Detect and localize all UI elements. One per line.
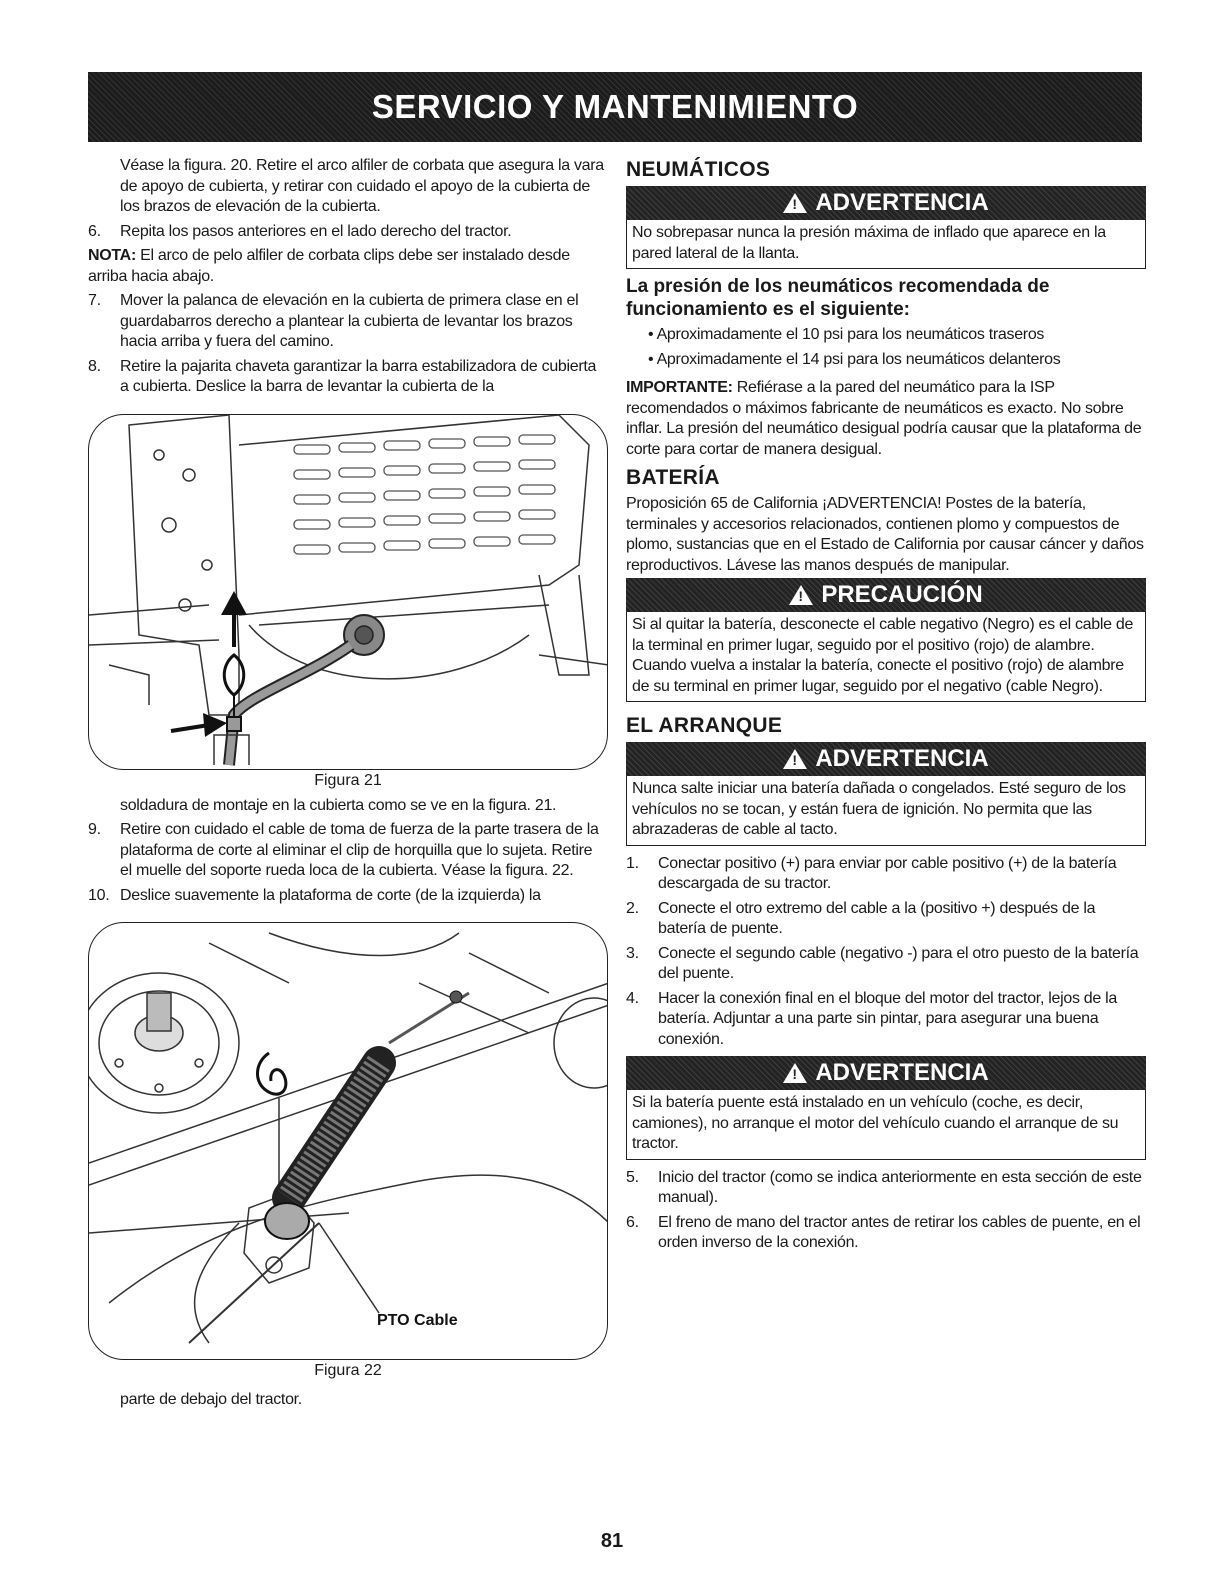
warning-text: No sobrepasar nunca la presión máxima de inflado que aparece en la pared lateral de la llanta. bbox=[626, 220, 1146, 269]
important-paragraph bbox=[626, 378, 1146, 460]
list-item-6: 6. Repita los pasos anteriores en el lado derecho del tractor. bbox=[88, 222, 512, 240]
note-label: NOTA: bbox=[88, 247, 136, 264]
warning-header: ! ADVERTENCIA bbox=[626, 742, 1146, 776]
warning-box-jumpstart bbox=[626, 742, 1146, 846]
section-title-arranque: EL ARRANQUE bbox=[626, 714, 783, 737]
warning-box-tires bbox=[626, 186, 1146, 269]
list-item: 5. Inicio del tractor (como se indica anteriormente en esta sección de este manual). bbox=[626, 1168, 1142, 1206]
section-title-bateria: BATERÍA bbox=[626, 466, 720, 489]
bullet-rear: • Aproximadamente el 10 psi para los neumáticos traseros bbox=[648, 326, 1045, 343]
battery-paragraph: Proposición 65 de California ¡ADVERTENCIA! Postes de la batería, terminales y accesorios relacionados, contienen plomo y compuestos de plomo, sustancias que en el Estado de California por causar cáncer y daños reproductivos. Lávese las manos después de manipular. bbox=[626, 495, 1144, 574]
right-column bbox=[626, 156, 1146, 1254]
bullet-front: • Aproximadamente el 14 psi para los neumáticos delanteros bbox=[648, 350, 1061, 368]
list-item: 1. Conectar positivo (+) para enviar por cable positivo (+) de la batería descargada de su tractor. bbox=[626, 854, 1117, 892]
list-item-9: 9. Retire con cuidado el cable de toma de fuerza de la parte trasera de la plataforma de corte al eliminar el clip de horquilla que lo sujeta. Retire el muelle del soporte rueda loca de la cubierta. Véase la figura. 22. bbox=[88, 821, 599, 879]
list-item-10: 10. Deslice suavemente la plataforma de corte (de la izquierda) la bbox=[88, 886, 541, 904]
section-title-neumaticos: NEUMÁTICOS bbox=[626, 158, 771, 181]
paragraph-end: parte de debajo del tractor. bbox=[120, 1391, 302, 1408]
list-item: 2. Conecte el otro extremo del cable a la (positivo +) después de la batería de puente. bbox=[626, 899, 1096, 937]
figure-21-caption: Figura 21 bbox=[314, 771, 382, 789]
deck-stabilizer-drawing bbox=[89, 415, 608, 770]
caution-header: ! PRECAUCIÓN bbox=[626, 578, 1146, 612]
page-number: 81 bbox=[600, 1530, 624, 1552]
section-banner bbox=[88, 72, 1142, 142]
warning-header: ! ADVERTENCIA bbox=[626, 1056, 1146, 1090]
pressure-subtitle: La presión de los neumáticos recomendada de funcionamiento es el siguiente: bbox=[626, 276, 1050, 320]
jumpstart-steps bbox=[626, 854, 1146, 1051]
note-text: El arco de pelo alfiler de corbata clips debe ser instalado desde arriba hacia abajo. bbox=[88, 247, 570, 285]
warning-triangle-icon bbox=[789, 585, 813, 605]
paragraph-intro: Véase la figura. 20. Retire el arco alfiler de corbata que asegura la vara de apoyo de cubierta, y retirar con cuidado el apoyo de la cubierta de los brazos de elevación de la cubierta. bbox=[120, 157, 604, 215]
figure-21-illustration bbox=[88, 414, 608, 770]
list-item-8: 8. Retire la pajarita chaveta garantizar la barra estabilizadora de cubierta a cubierta. Deslice la barra de levantar la cubierta de la bbox=[88, 357, 597, 395]
figure-22-caption: Figura 22 bbox=[314, 1362, 382, 1379]
warning-triangle-icon bbox=[783, 193, 807, 213]
pto-cable-label: PTO Cable bbox=[377, 1312, 458, 1329]
warning-text: Nunca salte iniciar una batería dañada o congelados. Esté seguro de los vehículos no se tocan, y están fuera de ignición. No permita que las abrazaderas de cable al tacto. bbox=[626, 776, 1146, 846]
important-label: IMPORTANTE: bbox=[626, 379, 733, 396]
list-item-7: 7. Mover la palanca de elevación en la cubierta de primera clase en el guardabarros derecho a plantear la cubierta de levantar los brazos hacia arriba y fuera del camino. bbox=[88, 292, 579, 350]
warning-triangle-icon bbox=[783, 1063, 807, 1083]
important-text: Refiérase a la pared del neumático para la ISP recomendados o máximos fabricante de neumáticos es exacto. No sobre inflar. La presión del neumático desigual podría causar que la plataforma de corte para cortar de manera desigual. bbox=[626, 379, 1142, 458]
warning-text: Si la batería puente está instalado en un vehículo (coche, es decir, camiones), no arranque el motor del vehículo cuando el arranque de su tractor. bbox=[626, 1090, 1146, 1160]
caution-box-battery bbox=[626, 578, 1146, 702]
note-paragraph bbox=[88, 246, 608, 287]
pto-cable-drawing bbox=[89, 923, 608, 1360]
list-item: 3. Conecte el segundo cable (negativo -) para el otro puesto de la batería del puente. bbox=[626, 944, 1139, 982]
warning-box-vehicle bbox=[626, 1056, 1146, 1160]
left-column bbox=[88, 156, 608, 1411]
warning-header: ! ADVERTENCIA bbox=[626, 186, 1146, 220]
warning-triangle-icon bbox=[783, 749, 807, 769]
page-title: SERVICIO Y MANTENIMIENTO bbox=[371, 88, 859, 125]
list-item: 4. Hacer la conexión final en el bloque del motor del tractor, lejos de la batería. Adjuntar a una parte sin pintar, para asegurar una buena conexión. bbox=[626, 989, 1117, 1048]
caution-text: Si al quitar la batería, desconecte el cable negativo (Negro) es el cable de la terminal en primer lugar, seguido por el positivo (rojo) de alambre. Cuando vuelva a instalar la batería, conecte el positivo (rojo) de alambre de su terminal en primer lugar, seguido por el negativo (cable Negro). bbox=[626, 612, 1146, 702]
paragraph-continued: soldadura de montaje en la cubierta como se ve en la figura. 21. bbox=[120, 796, 557, 814]
figure-22-illustration bbox=[88, 922, 608, 1360]
list-item: 6. El freno de mano del tractor antes de retirar los cables de puente, en el orden inverso de la conexión. bbox=[626, 1213, 1141, 1251]
start-steps bbox=[626, 1168, 1146, 1254]
